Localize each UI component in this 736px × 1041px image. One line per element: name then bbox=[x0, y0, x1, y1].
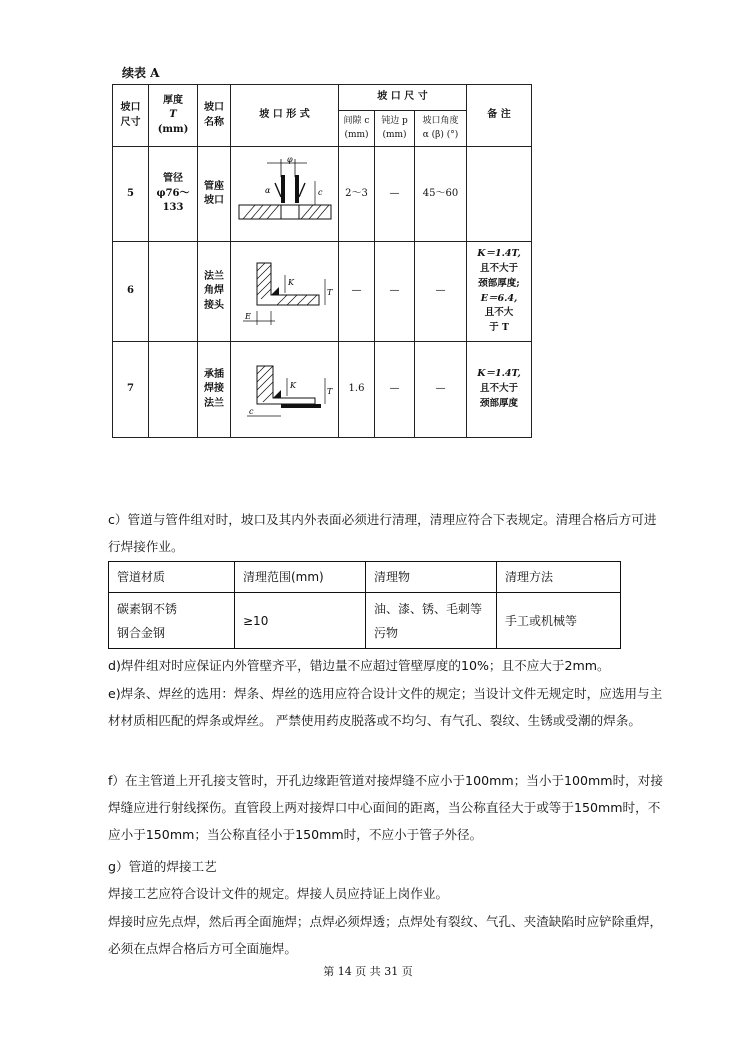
row-remarks bbox=[467, 147, 532, 242]
paragraph-g-tack-weld: 焊接时应先点焊，然后再全面施焊；点焊必须焊透；点焊处有裂纹、气孔、夹渣缺陷时应铲除重焊，必须在点焊合格后方可全面施焊。 bbox=[108, 914, 663, 956]
header-method: 清理方法 bbox=[497, 562, 621, 593]
sketch-label: c bbox=[248, 406, 253, 416]
row-name: 承插 焊接 法兰 bbox=[198, 342, 231, 438]
sketch-label: c bbox=[317, 188, 322, 197]
row-angle: 45～60 bbox=[415, 147, 467, 242]
sketch-label: K bbox=[289, 380, 296, 390]
header-angle: 坡口角度 α (β) (°) bbox=[415, 111, 467, 147]
paragraph-e: e)焊条、焊丝的选用：焊条、焊丝的选用应符合设计文件的规定；当设计文件无规定时，应选用与主材材质相匹配的焊条或焊丝。 严禁使用药皮脱落或不均匀、有气孔、裂纹、生锈或受潮的焊条。 bbox=[108, 686, 663, 728]
row-blunt: — bbox=[375, 342, 415, 438]
row-no: 7 bbox=[113, 342, 149, 438]
row-angle: — bbox=[415, 242, 467, 342]
sketch-label: E bbox=[244, 311, 251, 321]
groove-sketch-socket-flange bbox=[231, 342, 339, 438]
row-no: 6 bbox=[113, 242, 149, 342]
row-thickness bbox=[149, 242, 198, 342]
sketch-label: T bbox=[326, 386, 332, 396]
sketch-label: T bbox=[326, 287, 332, 297]
table-row bbox=[109, 593, 621, 649]
table-row bbox=[113, 342, 532, 438]
paragraph-g-heading: g）管道的焊接工艺 bbox=[108, 859, 217, 874]
header-size-no: 坡口 尺寸 bbox=[113, 85, 149, 147]
row-remarks: K＝1.4T, 且不大于 颈部厚度 bbox=[467, 342, 532, 438]
cleaning-table bbox=[108, 561, 621, 649]
cell-items: 油、漆、锈、毛刺等 污物 bbox=[366, 593, 497, 649]
row-name: 法兰 角焊 接头 bbox=[198, 242, 231, 342]
row-name: 管座 坡口 bbox=[198, 147, 231, 242]
row-remarks: K＝1.4T, 且不大于 颈部厚度; E＝6.4, 且不大 于 T bbox=[467, 242, 532, 342]
paragraph-d: d)焊件组对时应保证内外管壁齐平，错边量不应超过管壁厚度的10%；且不应大于2mm。 bbox=[108, 658, 610, 673]
row-thickness: 管径 φ76～ 133 bbox=[149, 147, 198, 242]
row-angle: — bbox=[415, 342, 467, 438]
table-row bbox=[113, 242, 532, 342]
paragraph-c: c）管道与管件组对时，坡口及其内外表面必须进行清理，清理应符合下表规定。清理合格后方可进行焊接作业。 bbox=[108, 512, 657, 554]
continued-table-caption: 续表 A bbox=[122, 66, 160, 80]
header-remarks: 备 注 bbox=[467, 85, 532, 147]
cell-method: 手工或机械等 bbox=[497, 593, 621, 649]
row-gap: 2～3 bbox=[339, 147, 375, 242]
header-groove-name: 坡口 名称 bbox=[198, 85, 231, 147]
row-blunt: — bbox=[375, 147, 415, 242]
row-gap: 1.6 bbox=[339, 342, 375, 438]
sketch-label: K bbox=[287, 277, 294, 287]
groove-sketch-flange-fillet bbox=[231, 242, 339, 342]
header-groove-dims: 坡 口 尺 寸 bbox=[339, 85, 467, 111]
paragraph-f: f）在主管道上开孔接支管时，开孔边缘距管道对接焊缝不应小于100mm；当小于100mm时，对接焊缝应进行射线探伤。直管段上两对接焊口中心面间的距离，当公称直径大于或等于150mm时，不应小于150mm；当公称直径小于150mm时，不应小于管子外径。 bbox=[108, 773, 663, 842]
header-range: 清理范围(mm) bbox=[235, 562, 366, 593]
groove-sketch-pipe-seat bbox=[231, 147, 339, 242]
header-groove-form: 坡 口 形 式 bbox=[231, 85, 339, 147]
header-items: 清理物 bbox=[366, 562, 497, 593]
cell-material: 碳素钢不锈 钢合金钢 bbox=[109, 593, 235, 649]
row-blunt: — bbox=[375, 242, 415, 342]
header-material: 管道材质 bbox=[109, 562, 235, 593]
row-gap: — bbox=[339, 242, 375, 342]
header-blunt: 钝边 p (mm) bbox=[375, 111, 415, 147]
row-thickness bbox=[149, 342, 198, 438]
sketch-label: φ bbox=[286, 155, 293, 164]
paragraph-g-qualification: 焊接工艺应符合设计文件的规定。焊接人员应持证上岗作业。 bbox=[108, 886, 449, 901]
header-thickness: 厚度 T (mm) bbox=[149, 85, 198, 147]
row-no: 5 bbox=[113, 147, 149, 242]
table-row bbox=[113, 147, 532, 242]
table-header-row bbox=[109, 562, 621, 593]
header-gap: 间隙 c (mm) bbox=[339, 111, 375, 147]
cell-range: ≥10 bbox=[235, 593, 366, 649]
sketch-label: α bbox=[264, 186, 270, 195]
page-footer: 第 14 页 共 31 页 bbox=[323, 965, 413, 978]
groove-size-table bbox=[112, 84, 532, 438]
